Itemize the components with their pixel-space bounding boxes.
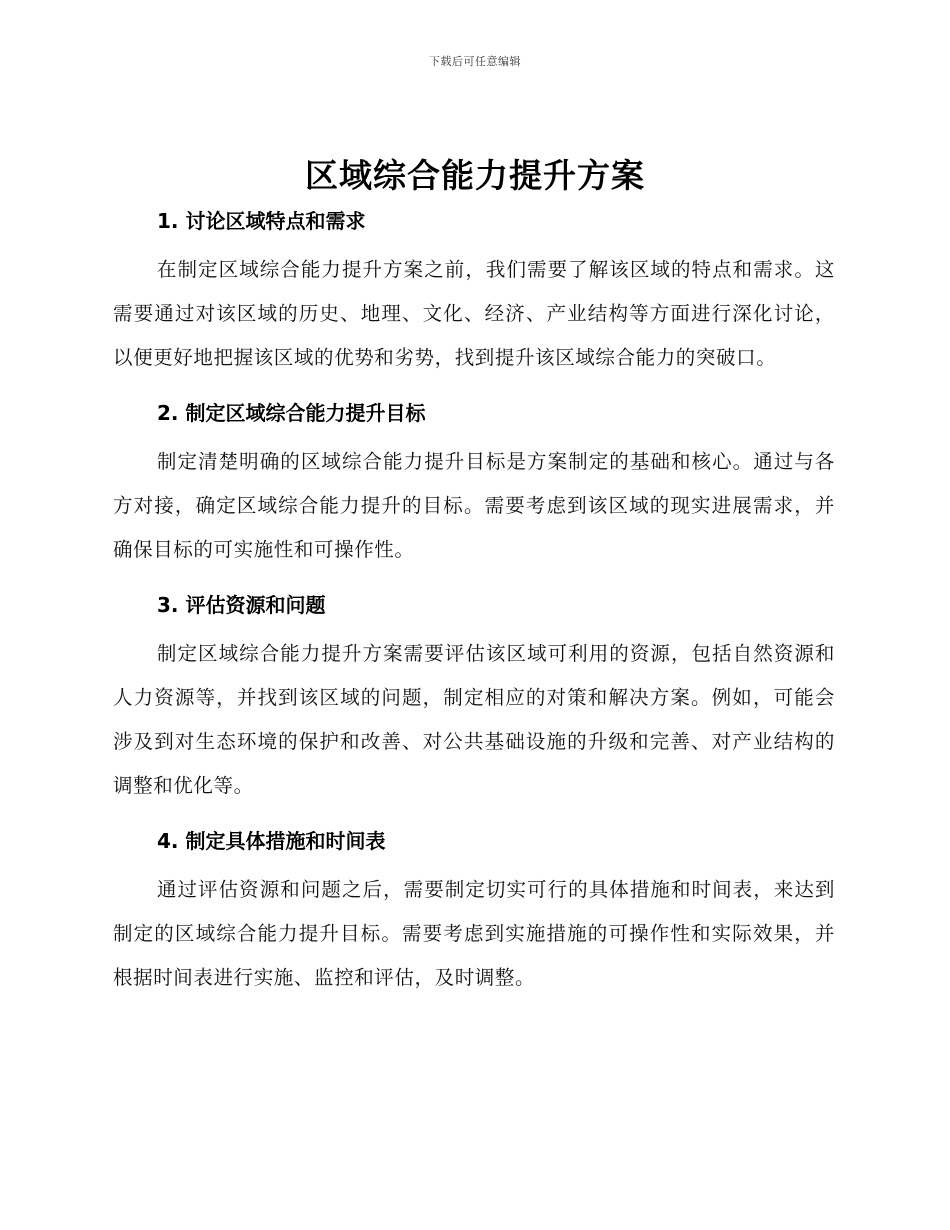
section-heading: 2. 制定区域综合能力提升目标 — [157, 401, 426, 425]
section-3 — [113, 589, 835, 808]
section-4 — [113, 825, 835, 1000]
section-1 — [113, 205, 835, 380]
section-paragraph: 制定清楚明确的区域综合能力提升目标是方案制定的基础和核心。通过与各方对接，确定区域综合能力提升的目标。需要考虑到该区域的现实进展需求，并确保目标的可实施性和可操作性。 — [113, 450, 835, 561]
section-heading: 4. 制定具体措施和时间表 — [157, 829, 386, 853]
section-paragraph: 通过评估资源和问题之后，需要制定切实可行的具体措施和时间表，来达到制定的区域综合能力提升目标。需要考虑到实施措施的可操作性和实际效果，并根据时间表进行实施、监控和评估，及时调整。 — [113, 878, 835, 989]
header-note: 下载后可任意编辑 — [429, 55, 521, 68]
section-heading: 1. 讨论区域特点和需求 — [157, 209, 366, 233]
section-heading: 3. 评估资源和问题 — [157, 593, 326, 617]
section-2 — [113, 397, 835, 572]
document-body — [113, 205, 835, 1000]
section-paragraph: 制定区域综合能力提升方案需要评估该区域可利用的资源，包括自然资源和人力资源等，并找到该区域的问题，制定相应的对策和解决方案。例如，可能会涉及到对生态环境的保护和改善、对公共基础设施的升级和完善、对产业结构的调整和优化等。 — [113, 642, 835, 797]
section-paragraph: 在制定区域综合能力提升方案之前，我们需要了解该区域的特点和需求。这需要通过对该区域的历史、地理、文化、经济、产业结构等方面进行深化讨论，以便更好地把握该区域的优势和劣势，找到提升该区域综合能力的突破口。 — [113, 258, 835, 369]
document-title: 区域综合能力提升方案 — [305, 156, 645, 195]
